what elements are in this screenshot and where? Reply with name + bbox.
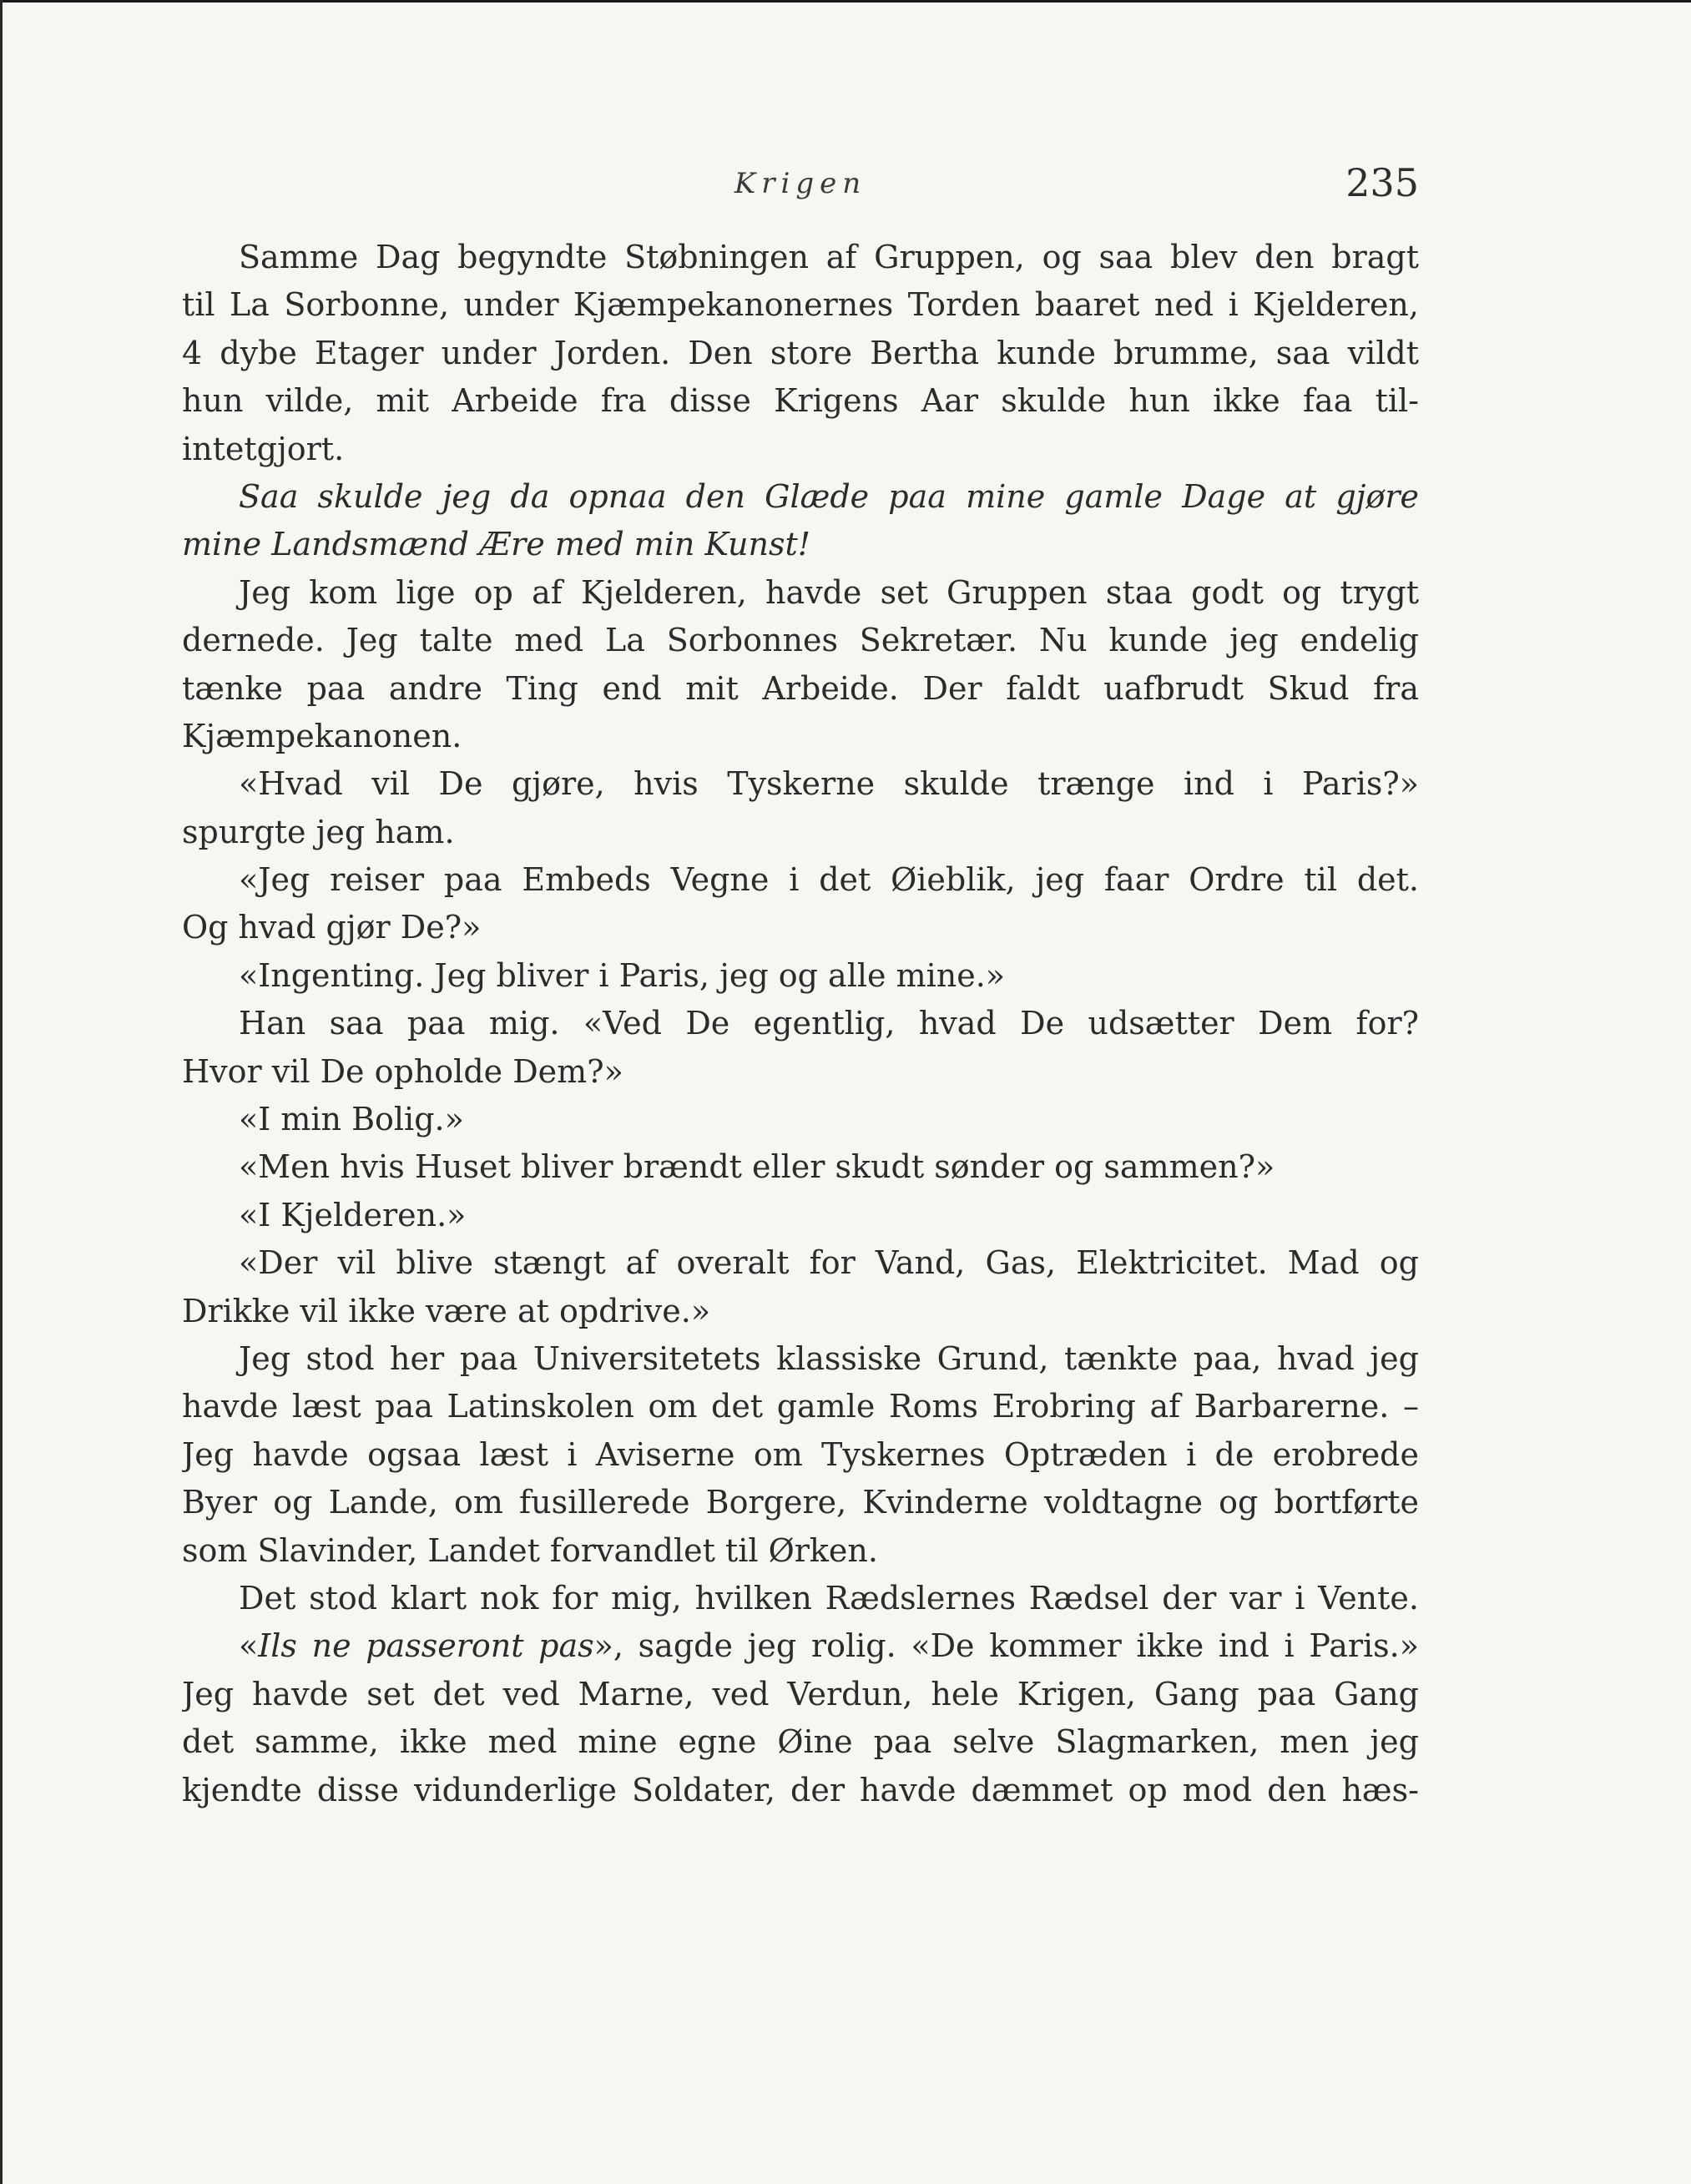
text-line: «Der vil blive stængt af overalt for Vand, Gas, Elektricitet. Mad og (239, 1244, 1419, 1282)
text-line: Saa skulde jeg da opnaa den Glæde paa mine gamle Dage at gjøre (239, 477, 1419, 515)
text-line: Jeg havde ogsaa læst i Aviserne om Tyskernes Optræden i de erobrede (182, 1435, 1419, 1473)
text-line: Samme Dag begyndte Støbningen af Gruppen, og saa blev den bragt (239, 239, 1419, 275)
page-number: 235 (1345, 160, 1419, 205)
text-line: kjendte disse vidunderlige Soldater, der havde dæmmet op mod den hæs- (182, 1771, 1419, 1808)
text-line: dernede. Jeg talte med La Sorbonnes Sekretær. Nu kunde jeg endelig (182, 622, 1419, 659)
text-line: «I Kjelderen.» (239, 1196, 467, 1233)
text-line: Kjæmpekanonen. (182, 717, 462, 754)
text-line: «Men hvis Huset bliver brændt eller skudt sønder og sammen?» (239, 1148, 1275, 1186)
text-line: «I min Bolig.» (239, 1101, 464, 1138)
text-line: Byer og Lande, om fusillerede Borgere, Kvinderne voldtagne og bortførte (182, 1484, 1419, 1521)
text-line: intetgjort. (182, 430, 345, 467)
text-line: Jeg kom lige op af Kjelderen, havde set Gruppen staa godt og trygt (239, 573, 1419, 611)
text-line: spurgte jeg ham. (182, 813, 455, 850)
text-line: Jeg havde set det ved Marne, ved Verdun, hele Krigen, Gang paa Gang (182, 1675, 1419, 1712)
text-line: Og hvad gjør De?» (182, 909, 482, 946)
text-line: Jeg stod her paa Universitetets klassiske Grund, tænkte paa, hvad jeg (239, 1339, 1419, 1377)
text-line: hun vilde, mit Arbeide fra disse Krigens Aar skulde hun ikke faa til- (182, 382, 1419, 420)
text-line (182, 1622, 1419, 1670)
body-text (182, 234, 1419, 1814)
text-line: det samme, ikke med mine egne Øine paa selve Slagmarken, men jeg (182, 1723, 1419, 1761)
italic-phrase: Ils ne passeront pas (258, 1627, 594, 1665)
text-segment: « (239, 1627, 259, 1665)
text-line: 4 dybe Etager under Jorden. Den store Bertha kunde brumme, saa vildt (182, 334, 1419, 371)
page-header (182, 160, 1419, 210)
text-segment: », sagde jeg rolig. «De kommer ikke ind i Paris.» (593, 1627, 1419, 1665)
text-line: mine Landsmænd Ære med min Kunst! (182, 526, 811, 563)
text-line: havde læst paa Latinskolen om det gamle Roms Erobring af Barbarerne. – (182, 1388, 1419, 1425)
page-edge-top (0, 0, 1691, 3)
text-line: «Hvad vil De gjøre, hvis Tyskerne skulde trænge ind i Paris?» (239, 765, 1419, 803)
text-line: til La Sorbonne, under Kjæmpekanonernes Torden baaret ned i Kjelderen, (182, 286, 1419, 324)
text-line: Det stod klart nok for mig, hvilken Rædslernes Rædsel der var i Vente. (239, 1579, 1419, 1617)
text-line: som Slavinder, Landet forvandlet til Ørken. (182, 1531, 878, 1569)
text-line: Hvor vil De opholde Dem?» (182, 1052, 623, 1090)
text-line: Han saa paa mig. «Ved De egentlig, hvad De udsætter Dem for? (239, 1005, 1419, 1042)
text-line: Drikke vil ikke være at opdrive.» (182, 1292, 711, 1329)
running-title: Krigen (734, 167, 867, 200)
page-edge-left (0, 0, 3, 2184)
text-line: «Jeg reiser paa Embeds Vegne i det Øieblik, jeg faar Ordre til det. (239, 861, 1419, 899)
text-line: «Ingenting. Jeg bliver i Paris, jeg og alle mine.» (239, 956, 1006, 994)
text-line: tænke paa andre Ting end mit Arbeide. Der faldt uafbrudt Skud fra (182, 669, 1419, 707)
